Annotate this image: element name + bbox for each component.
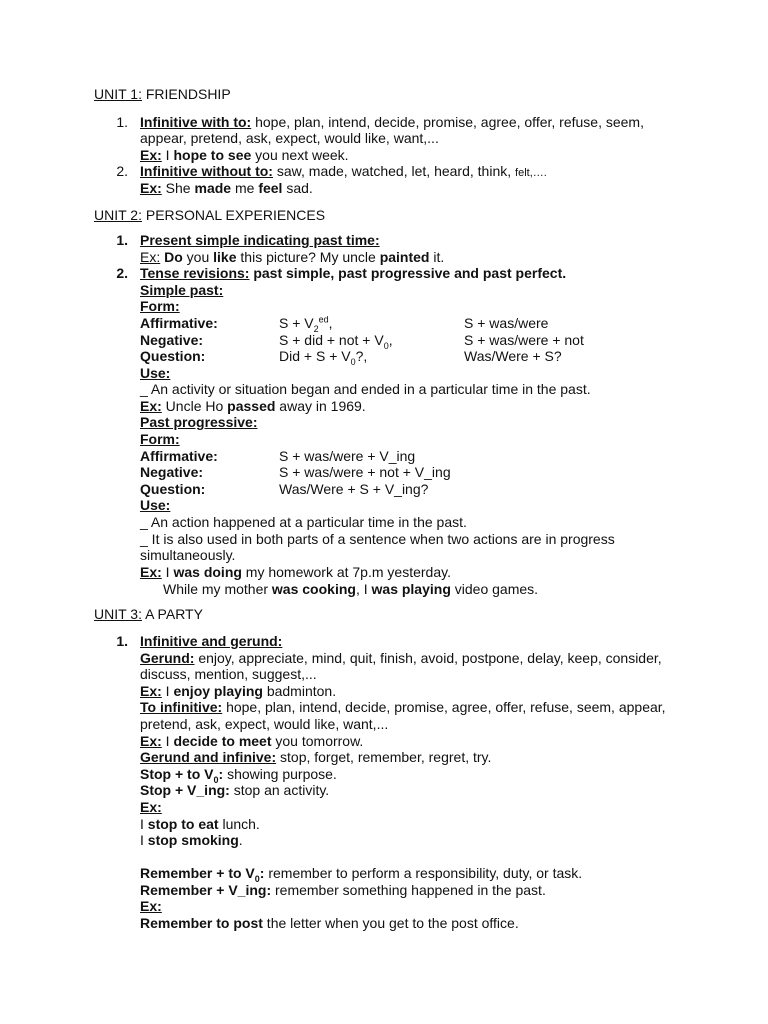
past-progressive-question-label: Question: [140, 481, 206, 497]
unit1-title: FRIENDSHIP [141, 86, 231, 102]
past-progressive-example2 [163, 581, 538, 597]
example-label: Ex: [140, 147, 162, 163]
unit1-item2-label: Infinitive without to: [140, 163, 273, 179]
example-text: the letter when you get to the post office. [262, 915, 519, 931]
unit2-item2-number: 2. [116, 265, 128, 281]
gerund-and-infinitive-text: stop, forget, remember, regret, try. [276, 749, 492, 765]
past-progressive-use-label: Use: [140, 497, 171, 513]
unit2-item1-label: Present simple indicating past time: [140, 232, 380, 248]
unit2-heading [94, 207, 325, 223]
example-bold: decide to meet [173, 733, 272, 749]
unit1-item1-line2: appear, pretend, ask, expect, would like, want,... [140, 130, 439, 146]
simple-past-heading: Simple past: [140, 282, 224, 298]
example-text: I [140, 816, 148, 832]
unit2-item2-text: past simple, past progressive and past perfect. [249, 265, 567, 281]
stop-ving-label: Stop + V_ing: [140, 782, 230, 798]
unit2-prefix: UNIT 2: [94, 207, 142, 223]
unit1-item1-label: Infinitive with to: [140, 114, 252, 130]
gerund-text: enjoy, appreciate, mind, quit, finish, avoid, postpone, delay, keep, consider, [194, 650, 662, 666]
stop-to-colon: : [218, 766, 224, 782]
example-bold: was doing [173, 564, 242, 580]
remember-ving-label: Remember + V_ing: [140, 882, 272, 898]
stop-example-line1 [140, 816, 260, 832]
remember-to-label: Remember + to V [140, 865, 255, 881]
simple-past-question-be: Was/Were + S? [464, 348, 562, 364]
example-text: you next week. [251, 147, 349, 163]
unit3-item1-label: Infinitive and gerund: [140, 633, 283, 649]
example-label: Ex: [140, 733, 162, 749]
gerund-and-infinitive-line [140, 749, 491, 765]
example-bold: made [194, 180, 232, 196]
simple-past-negative-formula [279, 332, 393, 351]
example-text: . [238, 832, 243, 848]
unit1-item2-text-small: felt,…. [515, 167, 547, 179]
simple-past-affirmative-be: S + was/were [464, 315, 549, 331]
past-progressive-negative-label: Negative: [140, 464, 204, 480]
unit2-item1-example [140, 249, 444, 265]
example-bold: was cooking [271, 581, 356, 597]
formula-subscript: 2 [313, 323, 319, 334]
stop-ving-text: stop an activity. [229, 782, 330, 798]
example-text: lunch. [218, 816, 260, 832]
stop-example-label: Ex: [140, 799, 162, 815]
example-text: I [161, 147, 174, 163]
formula-text: S + V [279, 315, 314, 331]
past-progressive-use1: _ An action happened at a particular time in the past. [140, 514, 467, 530]
past-progressive-heading: Past progressive: [140, 414, 258, 430]
unit3-title: A PARTY [141, 606, 203, 622]
unit1-item1-text: hope, plan, intend, decide, promise, agree, offer, refuse, seem, [251, 114, 644, 130]
unit3-prefix: UNIT 3: [94, 606, 142, 622]
example-text: badminton. [262, 683, 337, 699]
unit2-item2-label: Tense revisions: [140, 265, 250, 281]
remember-to-colon: : [259, 865, 265, 881]
unit2-item1-number: 1. [116, 232, 128, 248]
simple-past-use-text: _ An activity or situation began and ended in a particular time in the past. [140, 381, 591, 397]
formula-text: S + did + not + V [279, 332, 384, 348]
to-infinitive-line2: pretend, ask, expect, would like, want,... [140, 716, 389, 732]
formula-text: , [328, 315, 333, 331]
simple-past-negative-label: Negative: [140, 332, 204, 348]
formula-superscript: ed [318, 314, 329, 325]
past-progressive-affirmative-label: Affirmative: [140, 448, 218, 464]
example-bold: passed [227, 398, 276, 414]
example-text: I [161, 564, 174, 580]
gerund-and-infinitive-label: Gerund and infinive: [140, 749, 277, 765]
unit1-item2-example [140, 180, 313, 196]
gerund-line1 [140, 650, 662, 666]
example-text: , I [355, 581, 372, 597]
example-bold: painted [379, 249, 430, 265]
gerund-example [140, 683, 336, 699]
past-progressive-affirmative-formula: S + was/were + V_ing [279, 448, 416, 464]
unit1-item1-line1 [140, 114, 644, 130]
example-label: Ex: [140, 398, 162, 414]
unit1-item2-text: saw, made, watched, let, heard, think, [272, 163, 516, 179]
unit1-prefix: UNIT 1: [94, 86, 142, 102]
stop-to-label: Stop + to V [140, 766, 214, 782]
example-text: me [231, 180, 259, 196]
example-bold: like [213, 249, 237, 265]
example-text: you [182, 249, 214, 265]
stop-to-text: showing purpose. [223, 766, 337, 782]
past-progressive-negative-formula: S + was/were + not + V_ing [279, 464, 451, 480]
formula-text: Did + S + V [279, 348, 351, 364]
example-label: Ex: [140, 249, 161, 265]
simple-past-affirmative-formula [279, 314, 333, 334]
example-text: this picture? My uncle [236, 249, 380, 265]
formula-text: , [388, 332, 393, 348]
example-text: I [161, 733, 174, 749]
formula-subscript: 0 [350, 356, 356, 367]
example-text: While my mother [163, 581, 272, 597]
to-infinitive-label: To infinitive: [140, 699, 223, 715]
remember-example-line [140, 915, 519, 931]
example-bold: enjoy playing [173, 683, 263, 699]
past-progressive-form-label: Form: [140, 431, 180, 447]
example-text: you tomorrow. [271, 733, 364, 749]
example-text: I [161, 683, 174, 699]
remember-to-v0-line [140, 865, 583, 884]
past-progressive-question-formula: Was/Were + S + V_ing? [279, 481, 429, 497]
stop-to-v0-line [140, 766, 337, 785]
example-label: Ex: [140, 564, 162, 580]
past-progressive-use2-line1: _ It is also used in both parts of a sentence when two actions are in progress [140, 531, 615, 547]
simple-past-example [140, 398, 366, 414]
stop-ving-line [140, 782, 329, 798]
example-text: video games. [450, 581, 539, 597]
formula-text: ?, [355, 348, 368, 364]
past-progressive-example [140, 564, 451, 580]
simple-past-question-label: Question: [140, 348, 206, 364]
example-text: She [161, 180, 195, 196]
stop-example-line2 [140, 832, 243, 848]
unit1-item1-example [140, 147, 349, 163]
simple-past-form-label: Form: [140, 298, 180, 314]
example-bold: Remember to post [140, 915, 263, 931]
remember-example-label: Ex: [140, 898, 162, 914]
example-text: my homework at 7p.m yesterday. [241, 564, 451, 580]
example-bold: Do [164, 249, 183, 265]
stop-to-subscript: 0 [213, 774, 219, 785]
example-label: Ex: [140, 683, 162, 699]
remember-ving-text: remember something happened in the past. [271, 882, 546, 898]
unit2-item2-line [140, 265, 566, 281]
simple-past-use-label: Use: [140, 365, 171, 381]
remember-ving-line [140, 882, 546, 898]
simple-past-affirmative-label: Affirmative: [140, 315, 218, 331]
to-infinitive-example [140, 733, 363, 749]
example-bold: stop smoking [147, 832, 239, 848]
to-infinitive-text: hope, plan, intend, decide, promise, agree, offer, refuse, seem, appear, [222, 699, 666, 715]
gerund-line2: discuss, mention, suggest,... [140, 666, 317, 682]
unit1-item1-number: 1. [116, 114, 128, 130]
remember-to-text: remember to perform a responsibility, duty, or task. [264, 865, 583, 881]
example-text: it. [429, 249, 445, 265]
simple-past-negative-be: S + was/were + not [464, 332, 584, 348]
example-bold: was playing [371, 581, 451, 597]
unit1-heading [94, 86, 231, 102]
simple-past-question-formula [279, 348, 368, 367]
unit1-item2-line1 [140, 163, 547, 181]
example-bold: hope to see [173, 147, 252, 163]
example-text: sad. [282, 180, 313, 196]
example-bold: stop to eat [147, 816, 219, 832]
example-text: Uncle Ho [161, 398, 228, 414]
example-bold: feel [258, 180, 283, 196]
example-text: away in 1969. [275, 398, 366, 414]
formula-subscript: 0 [383, 340, 389, 351]
to-infinitive-line1 [140, 699, 666, 715]
example-text: I [140, 832, 148, 848]
unit1-item2-number: 2. [116, 163, 128, 179]
unit3-item1-number: 1. [116, 633, 128, 649]
example-label: Ex: [140, 180, 162, 196]
remember-to-subscript: 0 [254, 873, 260, 884]
unit2-title: PERSONAL EXPERIENCES [141, 207, 326, 223]
unit3-heading [94, 606, 203, 622]
past-progressive-use2-line2: simultaneously. [140, 547, 236, 563]
gerund-label: Gerund: [140, 650, 195, 666]
